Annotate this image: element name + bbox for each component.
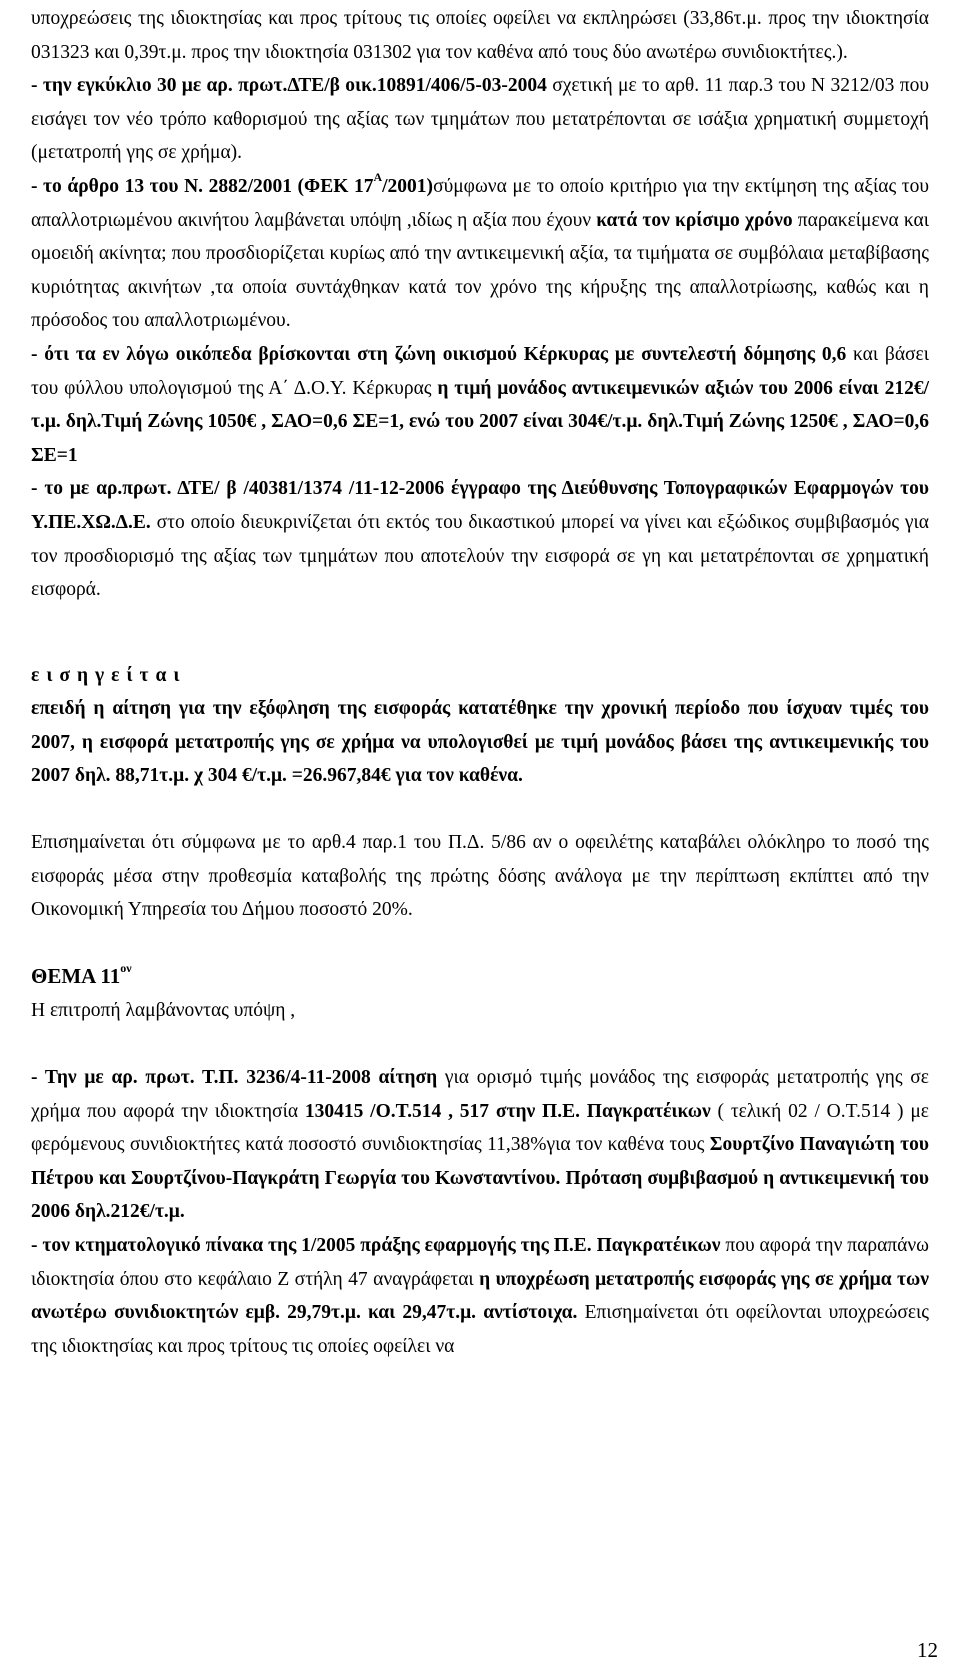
theme-intro: [31, 994, 929, 1028]
proposal-heading: εισηγείται: [31, 664, 187, 686]
bold-text: 130415 /Ο.Τ.514 , 517 στην Π.Ε. Παγκρατέικων: [304, 1100, 711, 1122]
paragraph-note-20-percent: [31, 826, 929, 927]
paragraph-zone-kerkyra: [31, 338, 929, 472]
text: υποχρεώσεις της ιδιοκτησίας και προς τρίτους τις οποίες οφείλει να εκπληρώσει (33,86τ.μ. προς την ιδιοκτησία 031323 και 0,39τ.μ. προς την ιδιοκτησία 031302 για τον καθένα από τους δύο ανωτέρω συνιδιοκτήτες.).: [31, 8, 929, 63]
bold-text: - το άρθρο 13 του Ν. 2882/2001 (ΦΕΚ 17: [31, 175, 374, 197]
text: Επισημαίνεται ότι σύμφωνα με το αρθ.4 παρ.1 του Π.Δ. 5/86 αν ο οφειλέτης καταβάλει ολόκληρο το ποσό της εισφοράς μέσα στην προθεσμία καταβολής της πρώτης δόσης ανάλογα με την περίπτωση εκπίπτει από την Οικονομική Υπηρεσία του Δήμου ποσοστό 20%.: [31, 832, 929, 921]
superscript: Α: [373, 170, 383, 185]
paragraph-proposal: [31, 692, 929, 793]
bold-text: - το με αρ.πρωτ. ΔΤΕ/ β /40381/1374 /11-12-2006 έγγραφο της Διεύθυνσης Τοπογραφικών Εφαρμογών του Υ.ΠΕ.ΧΩ.Δ.Ε.: [31, 478, 929, 533]
bold-text: - τον κτηματολογικό πίνακα της 1/2005 πράξης εφαρμογής της Π.Ε. Παγκρατέικων: [31, 1235, 721, 1256]
bold-text: /2001): [382, 175, 434, 197]
text: ( τελική 02 / Ο.Τ.514 ) με φερόμενους συνιδιοκτήτες κατά ποσοστό συνιδιοκτησίας 11,38%για τον καθένα τους: [31, 1100, 929, 1156]
paragraph-obligations: [31, 2, 929, 69]
text: σύμφωνα με το οποίο κριτήριο για την εκτίμηση της αξίας του απαλλοτριωμένου ακινήτου λαμβάνεται υπόψη ,ιδίως η αξία που έχουν: [31, 175, 930, 231]
bold-text: επειδή η αίτηση για την εξόφληση της εισφοράς κατατέθηκε την χρονική περίοδο που ίσχυαν τιμές του 2007, η εισφορά μετατροπής γης σε χρήμα να υπολογισθεί με τιμή μονάδος βάσει της αντικειμενικής του 2007 δηλ. 88,71τ.μ. χ 304 €/τ.μ. =26.967,84€ για τον καθένα.: [31, 698, 929, 787]
text: για ορισμό τιμής μονάδος της εισφοράς μετατροπής γης σε χρήμα που αφορά την ιδιοκτησία: [31, 1067, 929, 1122]
text: Η επιτροπή λαμβάνοντας υπόψη ,: [31, 1000, 296, 1022]
page-number: 12: [917, 1638, 938, 1662]
paragraph-cadastral-table: [31, 1229, 929, 1363]
text: Επισημαίνεται ότι οφείλονται υποχρεώσεις της ιδιοκτησίας και προς τρίτους τις οποίες οφείλει να: [31, 1302, 929, 1357]
superscript: ον: [120, 961, 132, 976]
bold-text: κατά τον κρίσιμο χρόνο: [596, 209, 793, 231]
theme-title: ΘΕΜΑ 11: [31, 963, 121, 988]
bold-text: η τιμή μονάδος αντικειμενικών αξιών του 2006 είναι 212€/τ.μ. δηλ.Τιμή Ζώνης 1050€ , ΣΑΟ=0,6 ΣΕ=1, ενώ του 2007 είναι 304€/τ.μ. δηλ.Τιμή Ζώνης 1250€ , ΣΑΟ=0,6 ΣΕ=1: [31, 377, 929, 466]
paragraph-article-13: [31, 170, 929, 338]
theme-heading: [31, 960, 929, 995]
text: 3 του Ν 3212/03 που εισάγει τον νέο τρόπο καθορισμού της αξίας των τμημάτων που μετατρέπονται σε ισάξια χρηματική συμμετοχή (μετατροπή γης σε χρήμα).: [31, 75, 929, 164]
paragraph-circular-30: [31, 69, 929, 170]
paragraph-application: [31, 1061, 929, 1229]
document-page: [31, 0, 929, 1363]
text: και βάσει του φύλλου υπολογισμού της Α΄ Δ.Ο.Υ. Κέρκυρας: [31, 343, 929, 399]
text: παρακείμενα και ομοειδή ακίνητα; που προσδιορίζεται κυρίως από την αντικειμενική αξία, τα τιμήματα σε συμβόλαια μεταβίβασης κυριότητας ακινήτων ,τα οποία συντάχθηκαν κατά τον χρόνο της κήρυξης της απαλλοτρίωσης, καθώς και η πρόσοδος του απαλλοτριωμένου.: [31, 209, 929, 332]
bold-text: - Την με αρ. πρωτ. Τ.Π. 3236/4-11-2008 αίτηση: [31, 1067, 438, 1089]
text: που αφορά την παραπάνω ιδιοκτησία όπου στο κεφάλαιο Ζ στήλη 47 αναγράφεται: [31, 1235, 929, 1290]
text: σχετική με το αρθ. 11 παρ.: [546, 75, 764, 97]
bold-text: - την εγκύκλιο 30 με αρ. πρωτ.ΔΤΕ/β οικ.10891/406/5-03-2004: [31, 75, 547, 97]
bold-text: Σουρτζίνο Παναγιώτη του Πέτρου και Σουρτζίνου-Παγκράτη Γεωργία του Κωνσταντίνου. Πρόταση συμβιβασμού η αντικειμενική του 2006 δηλ.212€/τ.μ.: [31, 1134, 929, 1223]
text: στο οποίο διευκρινίζεται ότι εκτός του δικαστικού μπορεί να γίνει και εξώδικος συμβιβασμός για τον προσδιορισμό της αξίας των τμημάτων που αποτελούν την εισφορά σε γη και μετατρέπονται σε χρηματική εισφορά.: [31, 511, 929, 601]
paragraph-ministry-document: [31, 472, 929, 606]
bold-text: - ότι τα εν λόγω οικόπεδα βρίσκονται στη ζώνη οικισμού Κέρκυρας με συντελεστή δόμησης 0,6: [31, 343, 847, 365]
bold-text: η υποχρέωση μετατροπής εισφοράς γης σε χρήμα των ανωτέρω συνιδιοκτητών εμβ. 29,79τ.μ. και 29,47τ.μ. αντίστοιχα.: [31, 1268, 930, 1324]
